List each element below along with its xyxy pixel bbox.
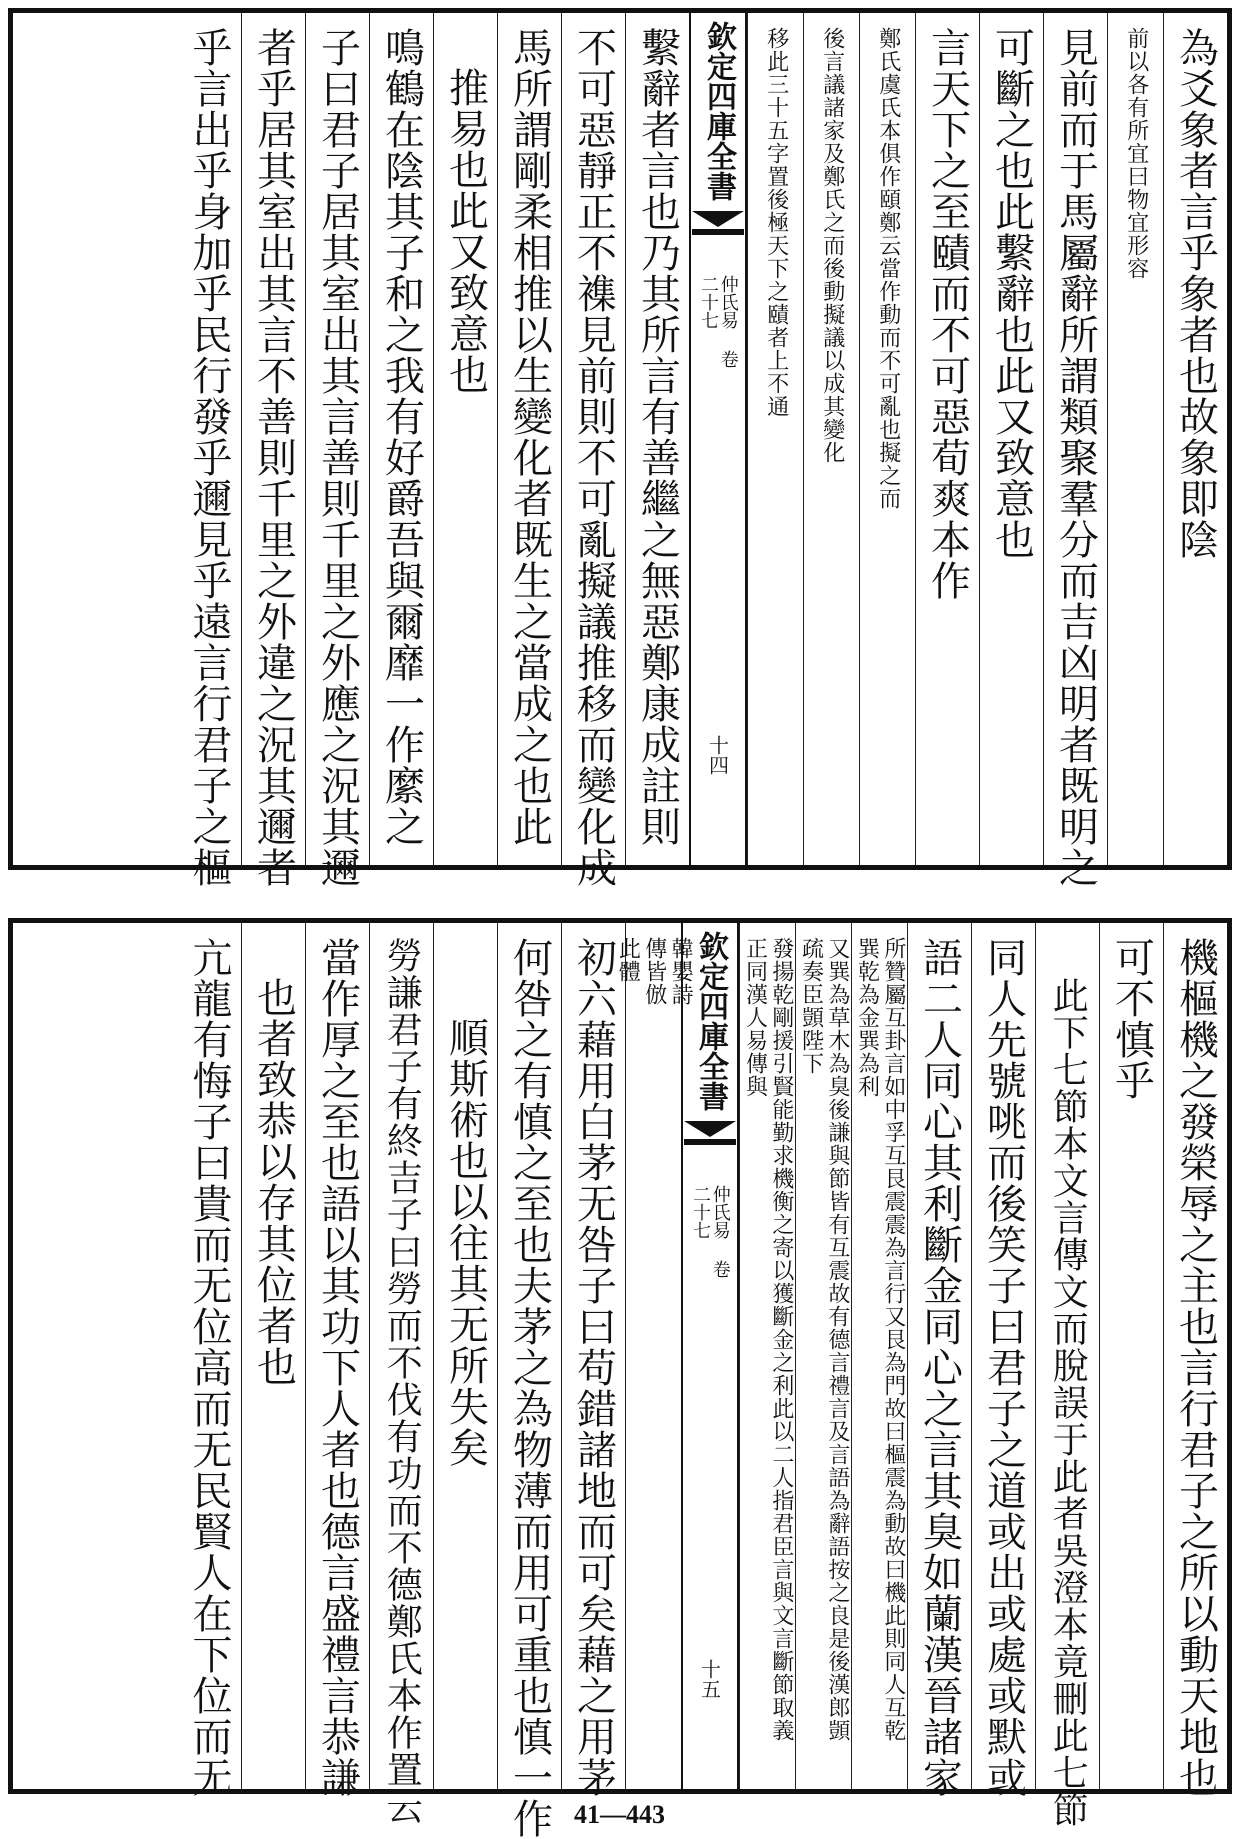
- commentary-column: 所贊屬互卦言如中孚互艮震震為言行又艮為門故曰樞震為動故曰機此則同人互乾巽乾為金巽為利: [851, 923, 907, 1789]
- text-column: 推易也此又致意也: [433, 13, 497, 865]
- volume-label: 仲氏易 卷二十七: [690, 1185, 731, 1278]
- commentary-column: 前以各有所宜曰物宜形容: [1107, 13, 1163, 865]
- text-column: 乎言出乎身加乎民行發乎邇見乎遠言行君子之樞: [186, 27, 232, 888]
- fish-tail-bar: [684, 1139, 736, 1145]
- text-column: 初六藉用白茅无咎子曰苟錯諸地而可矣藉之用茅: [561, 923, 625, 1789]
- text-column: 鳴鶴在陰其子和之我有好爵吾與爾靡一作縻之: [369, 13, 433, 865]
- text-column: 馬所謂剛柔相推以生變化者既生之當成之也此: [497, 13, 561, 865]
- text-column: 勞謙君子有終吉子曰勞而不伐有功而不德鄭氏本作置云: [369, 923, 433, 1789]
- text-column: 語二人同心其利斷金同心之言其臭如蘭漢晉諸家: [907, 923, 971, 1789]
- fish-tail-mark: [692, 211, 744, 227]
- text-column: 亢龍有悔子曰貴而无位高而无民賢人在下位而无: [186, 937, 232, 1798]
- commentary-column: 移此三十五字置後極天下之賾者上不通: [747, 13, 803, 865]
- text-column: 者乎居其室出其言不善則千里之外違之況其邇者: [241, 13, 305, 865]
- text-column: 可不慎乎: [1099, 923, 1163, 1789]
- library-title: 欽定四庫全書: [693, 931, 728, 1111]
- text-column: 子曰君子居其室出其言善則千里之外應之況其邇: [305, 13, 369, 865]
- top-page: [8, 8, 1232, 888]
- text-column: 繫辭者言也乃其所言有善繼之無惡鄭康成註則: [625, 13, 689, 865]
- text-column: 何咎之有慎之至也夫茅之為物薄而用可重也慎一作: [497, 923, 561, 1789]
- text-column: 言天下之至賾而不可惡荀爽本作: [915, 13, 979, 865]
- library-title: 欽定四庫全書: [701, 21, 736, 201]
- text-column: 為爻象者言乎象者也故象即陰: [1163, 13, 1227, 865]
- text-column: 不可惡靜正不襍見前則不可亂擬議推移而變化成: [561, 13, 625, 865]
- page-footer-number: 41—443: [574, 1800, 665, 1829]
- text-column: 可斷之也此繫辭也此又致意也: [979, 13, 1043, 865]
- text-column: 同人先號咷而後笑子曰君子之道或出或處或默或: [971, 923, 1035, 1789]
- commentary-column: 後言議諸家及鄭氏之而後動擬議以成其變化: [803, 13, 859, 865]
- page-number: 十五: [697, 1659, 722, 1699]
- volume-label: 仲氏易 卷二十七: [698, 275, 739, 368]
- center-band: [681, 923, 739, 1789]
- text-column: 此下七節本文言傳文而脫誤于此者吳澄本竟刪此七節: [1035, 923, 1099, 1789]
- page-number: 十四: [705, 735, 730, 775]
- text-column: 也者致恭以存其位者也: [241, 923, 305, 1789]
- commentary-column: 發揚乾剛援引賢能勤求機衡之寄以獲斷金之利此以二人指君臣言與文言斷節取義正同漢人易傳與: [739, 923, 795, 1789]
- commentary-column: 又巽為草木為臭後謙與節皆有互震故有德言禮言及言語為辭語按之良是後漢郎顗疏奏臣顗陛下: [795, 923, 851, 1789]
- text-column: 順斯術也以往其无所失矣: [433, 923, 497, 1789]
- commentary-column: 鄭氏虞氏本俱作頤鄭云當作動而不可亂也擬之而: [859, 13, 915, 865]
- text-column: 見前而于馬屬辭所謂類聚羣分而吉凶明者既明之: [1043, 13, 1107, 865]
- fish-tail-mark: [684, 1121, 736, 1137]
- text-column: 當作厚之至也語以其功下人者也德言盛禮言恭謙: [305, 923, 369, 1789]
- fish-tail-bar: [692, 229, 744, 235]
- text-column: 機樞機之發榮辱之主也言行君子之所以動天地也: [1163, 923, 1227, 1789]
- center-band: [689, 13, 747, 865]
- commentary-column: 韓嬰詩傳皆倣此體: [625, 923, 681, 1789]
